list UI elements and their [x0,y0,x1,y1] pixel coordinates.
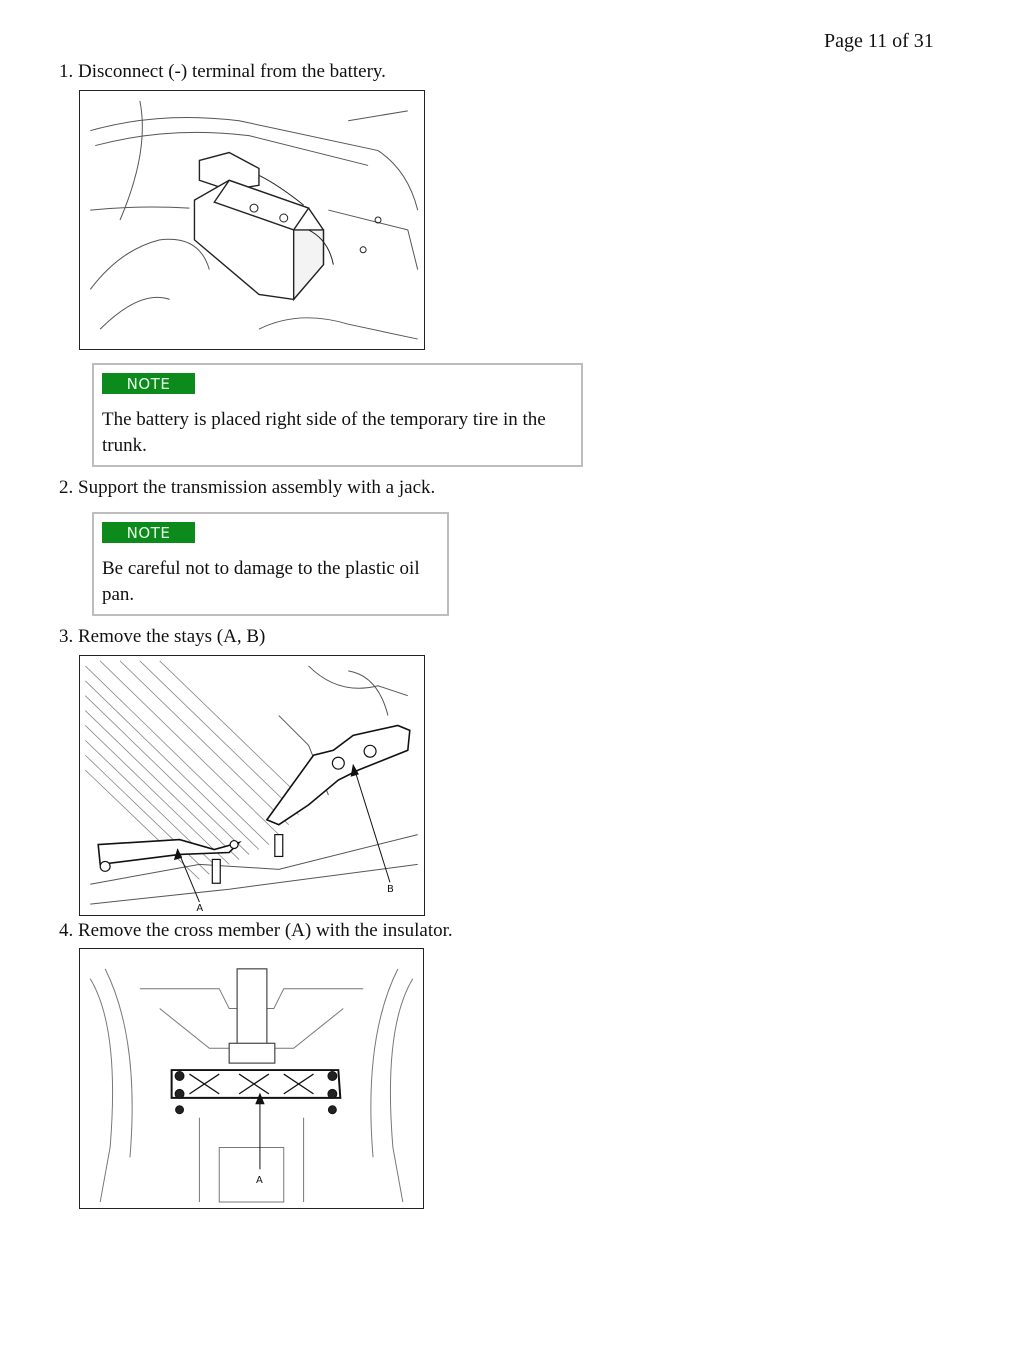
cross-member-illustration [80,949,423,1208]
note-text-line: trunk. [102,435,147,456]
step-2-text: 2. Support the transmission assembly with a jack. [59,477,436,498]
note-text-line: Be careful not to damage to the plastic oil [102,558,420,579]
note-text [102,407,546,459]
note-text-line: pan. [102,584,135,605]
note-badge: NOTE [102,373,195,394]
step-4-text: 4. Remove the cross member (A) with the insulator. [59,920,453,941]
page-number: Page 11 of 31 [824,30,934,52]
note-text [102,556,420,608]
note-box-battery [92,363,583,467]
step-1-text: 1. Disconnect (-) terminal from the battery. [59,61,386,82]
cross-member-figure [79,948,424,1209]
stay-b-label: B [386,884,394,896]
stay-a-label: A [196,903,204,915]
stays-figure [79,655,425,916]
note-text-line: The battery is placed right side of the temporary tire in the [102,409,546,430]
battery-illustration [80,91,424,349]
cross-member-a-label: A [255,1175,263,1187]
note-badge: NOTE [102,522,195,543]
battery-figure [79,90,425,350]
step-3-text: 3. Remove the stays (A, B) [59,626,266,647]
note-box-oil-pan [92,512,449,616]
stays-illustration [80,656,424,915]
